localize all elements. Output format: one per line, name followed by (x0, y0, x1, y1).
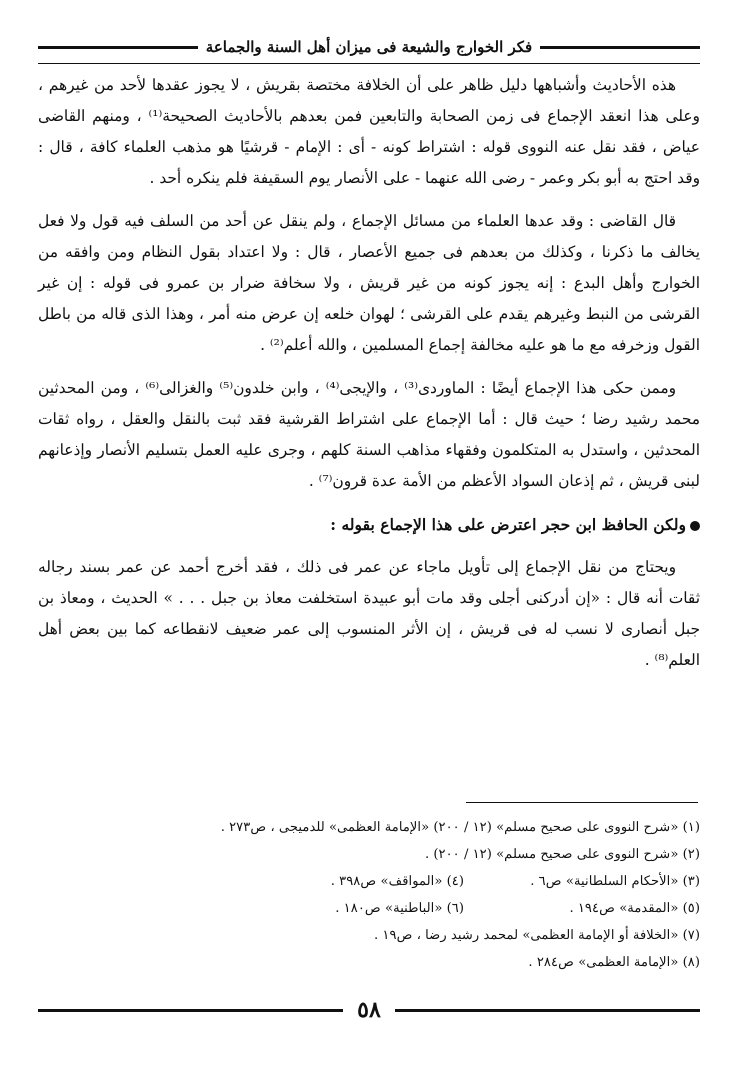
page-number-bar (38, 990, 700, 1030)
paragraph-2: قال القاضى : وقد عدها العلماء من مسائل الإجماع ، ولم ينقل عن أحد من السلف فيه قول ولا فعل يخالف ما ذكرنا ، وكذلك من بعدهم فى جميع الأعصار ، قال : ولا اعتداد بقول النظام ومن وافقه من الخوارج وأهل البدع : إنه يجوز كونه من غير قريش ، ولا سخافة ضرار بن عمرو فى قوله : إن غير القرشى من النبط وغيرهم يقدم على القرشى ؛ لهوان خلعه إن عرض منه أمر ، وهذا الذى قاله من باطل القول وزخرفه مع ما هو عليه مخالفة إجماع المسلمين ، والله أعلم⁽²⁾ . (38, 212, 700, 354)
footnote-6: (٦) «الباطنية» ص١٨٠ . (335, 901, 464, 916)
footnote-5: (٥) «المقدمة» ص١٩٤ . (569, 901, 700, 916)
footnote-2: (٢) «شرح النووى على صحيح مسلم» (١٢ / ٢٠٠) . (424, 847, 700, 862)
section-heading-text: ولكن الحافظ ابن حجر اعترض على هذا الإجماع بقوله : (330, 515, 686, 534)
running-header (38, 30, 700, 64)
footnote-separator (466, 802, 698, 803)
footnote-1: (١) «شرح النووى على صحيح مسلم» (١٢ / ٢٠٠) «الإمامة العظمى» للدميجى ، ص٢٧٣ . (220, 820, 700, 835)
bullet-icon (690, 521, 700, 531)
paragraph-1: هذه الأحاديث وأشباهها دليل ظاهر على أن الخلافة مختصة بقريش ، لا يجوز عقدها لأحد من غيرهم ، وعلى هذا انعقد الإجماع فى زمن الصحابة والتابعين فمن بعدهم بالأحاديث الصحيحة⁽¹⁾ ، ومنهم القاضى عياض ، فقد نقل عنه النووى قوله : اشتراط كونه - أى : الإمام - قرشيًا هو مذهب العلماء كافة ، قال : وقد احتج به أبو بكر وعمر - رضى الله عنهما - على الأنصار يوم السقيفة فلم ينكره أحد . (38, 76, 700, 187)
main-text (38, 70, 700, 688)
page-number-rule-left (38, 1009, 343, 1012)
paragraph-3: وممن حكى هذا الإجماع أيضًا : الماوردى⁽³⁾ ، والإيجى⁽⁴⁾ ، وابن خلدون⁽⁵⁾ والغزالى⁽⁶⁾ ، ومن المحدثين محمد رشيد رضا ؛ حيث قال : أما الإجماع على اشتراط القرشية فقد ثبت بالنقل والعقل ، رواه ثقات المحدثين ، واستدل به المتكلمون وفقهاء مذاهب السنة كلهم ، وجرى عليه العمل بتسليم الأنصار وإذعانهم لبنى قريش ، ثم إذعان السواد الأعظم من الأمة عدة قرون⁽⁷⁾ . (38, 379, 700, 490)
footnote-row-3-4 (60, 868, 700, 895)
footnote-row-5-6 (60, 895, 700, 922)
footnote-3: (٣) «الأحكام السلطانية» ص٦ . (530, 874, 700, 889)
header-title: فكر الخوارج والشيعة فى ميزان أهل السنة والجماعة (205, 38, 533, 56)
header-rule-right (540, 46, 700, 49)
page-number-rule-right (395, 1009, 700, 1012)
footnote-7: (٧) «الخلافة أو الإمامة العظمى» لمحمد رشيد رضا ، ص١٩ . (374, 928, 700, 943)
header-rule-left (38, 46, 198, 49)
page-number: ٥٨ (357, 997, 381, 1023)
paragraph-4: ويحتاج من نقل الإجماع إلى تأويل ماجاء عن عمر فى ذلك ، فقد أخرج أحمد عن عمر بسند رجاله ثقات أنه قال : «إن أدركنى أجلى وقد مات أبو عبيدة استخلفت معاذ بن جبل . . . » الحديث ، ومعاذ بن جبل أنصارى لا نسب له فى قريش ، إن الأثر المنسوب إلى عمر ضعيف لانقطاعه كما بين بعض أهل العلم⁽⁸⁾ . (38, 558, 700, 669)
footnotes (60, 814, 700, 976)
footnote-4: (٤) «المواقف» ص٣٩٨ . (330, 874, 464, 889)
header-underline (38, 63, 700, 64)
footnote-8: (٨) «الإمامة العظمى» ص٢٨٤ . (528, 955, 700, 970)
section-heading (38, 509, 700, 540)
